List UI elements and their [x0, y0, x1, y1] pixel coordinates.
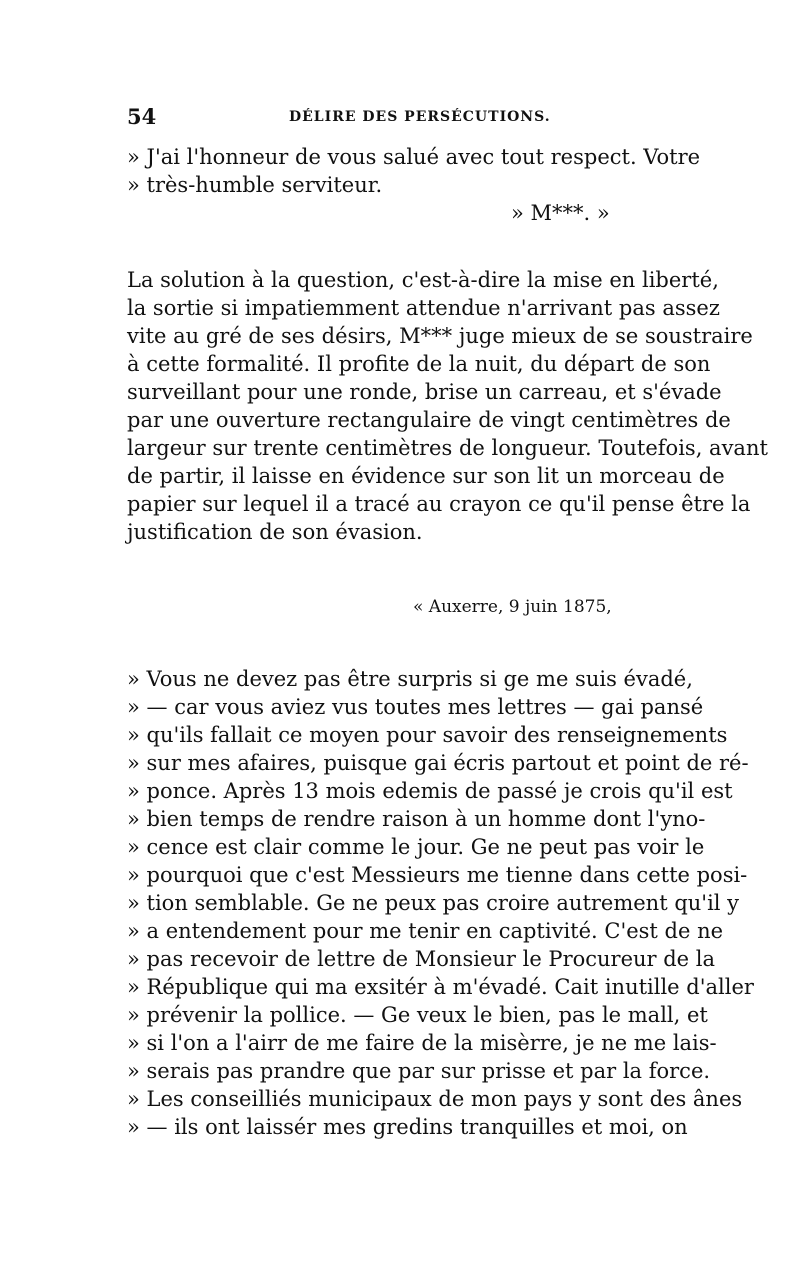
- letter-body-line: » — ils ont laissér mes gredins tranquilles et moi, on: [127, 1115, 688, 1139]
- letter-body-line: » ponce. Après 13 mois edemis de passé je crois qu'il est: [127, 779, 733, 803]
- letter-body-line: » si l'on a l'airr de me faire de la misèrre, je ne me lais-: [127, 1031, 717, 1055]
- narrative-line: largeur sur trente centimètres de longueur. Toutefois, avant: [127, 436, 768, 460]
- narrative-line: la sortie si impatiemment attendue n'arrivant pas assez: [127, 296, 720, 320]
- letter-body-line: » cence est clair comme le jour. Ge ne peut pas voir le: [127, 835, 705, 859]
- dateline: « Auxerre, 9 juin 1875,: [413, 597, 612, 617]
- letter-body-line: » a entendement pour me tenir en captivité. C'est de ne: [127, 919, 724, 943]
- page-header: [127, 104, 687, 134]
- letter-body-line: » bien temps de rendre raison à un homme dont l'yno-: [127, 807, 706, 831]
- letter-close-line: » J'ai l'honneur de vous salué avec tout respect. Votre: [127, 145, 701, 169]
- narrative-line: surveillant pour une ronde, brise un carreau, et s'évade: [127, 380, 722, 404]
- narrative-line: papier sur lequel il a tracé au crayon ce qu'il pense être la: [127, 492, 751, 516]
- letter-body-line: » — car vous aviez vus toutes mes lettres — gai pansé: [127, 695, 704, 719]
- narrative-line: vite au gré de ses désirs, M*** juge mieux de se soustraire: [127, 324, 753, 348]
- running-title: DÉLIRE DES PERSÉCUTIONS.: [289, 109, 551, 125]
- letter-body-line: » pas recevoir de lettre de Monsieur le Procureur de la: [127, 947, 716, 971]
- narrative-line: par une ouverture rectangulaire de vingt centimètres de: [127, 408, 731, 432]
- letter-body-line: » serais pas prandre que par sur prisse et par la force.: [127, 1059, 711, 1083]
- letter-body-line: » pourquoi que c'est Messieurs me tienne dans cette posi-: [127, 863, 748, 887]
- letter-body-line: » sur mes afaires, puisque gai écris partout et point de ré-: [127, 751, 749, 775]
- narrative-line: de partir, il laisse en évidence sur son lit un morceau de: [127, 464, 725, 488]
- letter-body-line: » Vous ne devez pas être surpris si ge me suis évadé,: [127, 667, 693, 691]
- letter-body-line: » prévenir la pollice. — Ge veux le bien, pas le mall, et: [127, 1003, 708, 1027]
- letter-close-line: » très-humble serviteur.: [127, 173, 383, 197]
- letter-body-line: » tion semblable. Ge ne peux pas croire autrement qu'il y: [127, 891, 740, 915]
- letter-body-line: » qu'ils fallait ce moyen pour savoir des renseignements: [127, 723, 728, 747]
- page-number: 54: [127, 104, 157, 129]
- letter-body-line: » République qui ma exsitér à m'évadé. Cait inutille d'aller: [127, 975, 754, 999]
- narrative-line: justification de son évasion.: [127, 520, 423, 544]
- narrative-line: à cette formalité. Il profite de la nuit, du départ de son: [127, 352, 711, 376]
- letter-body-line: » Les conseilliés municipaux de mon pays y sont des ânes: [127, 1087, 743, 1111]
- narrative-line: La solution à la question, c'est-à-dire la mise en liberté,: [127, 268, 719, 292]
- signature: » M***. »: [511, 201, 610, 225]
